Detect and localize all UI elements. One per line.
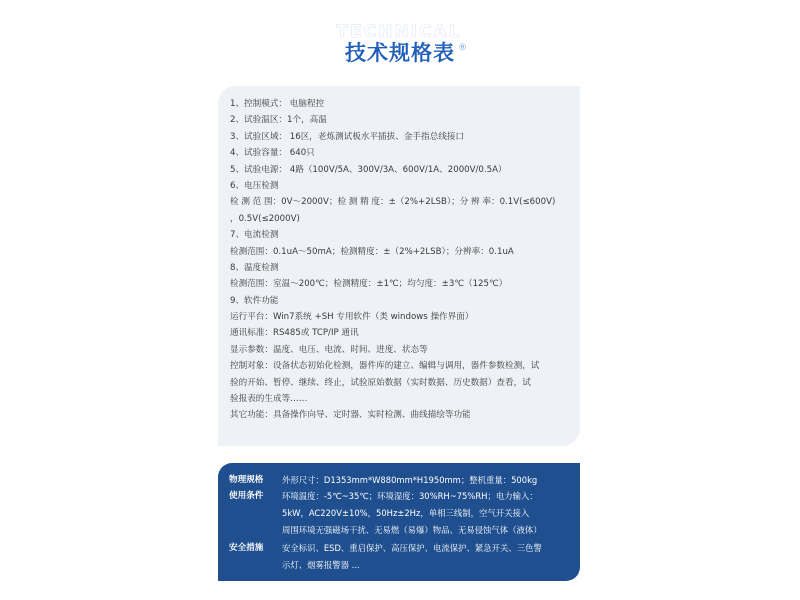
spec-line: 6、电压检测 xyxy=(230,180,279,191)
physical-label: 物理规格 xyxy=(229,475,264,485)
conditions-line: 5kW，AC220V±10%，50Hz±2Hz，单相三线制，空气开关接入 xyxy=(282,508,530,518)
spec-line: 运行平台：Win7系统 +SH 专用软件（类 windows 操作界面） xyxy=(230,312,474,323)
registered-mark: ® xyxy=(458,43,467,53)
conditions-line: 环境温度：-5℃~35℃；环境湿度：30%RH~75%RH；电力输入： xyxy=(282,491,538,501)
page-title: 技术规格表 xyxy=(345,41,455,65)
spec-line: 3、试验区域： 16区，老炼测试板水平插拔、金手指总线接口 xyxy=(230,131,464,142)
spec-line: 7、电流检测 xyxy=(230,230,279,241)
spec-line: 显示参数：温度、电压、电流、时间、进度、状态等 xyxy=(230,344,428,355)
physical-line: 外形尺寸：D1353mm*W880mm*H1950mm；整机重量：500kg xyxy=(282,475,538,485)
spec-line: 验的开始、暂停、继续、终止，试验原始数据（实时数据、历史数据）查看，试 xyxy=(230,377,531,388)
safety-line: 安全标识、ESD、重启保护、高压保护、电流保护、紧急开关、三色警 xyxy=(282,543,542,553)
safety-label: 安全措施 xyxy=(229,543,264,553)
spec-panel xyxy=(218,86,580,446)
spec-line: 其它功能：具备操作向导、定时器、实时检测、曲线描绘等功能 xyxy=(230,410,471,421)
spec-line: 4、试验容量： 640只 xyxy=(230,148,315,159)
spec-line: ，0.5V(≤2000V) xyxy=(230,213,300,224)
spec-line: 9、软件功能 xyxy=(230,295,279,306)
spec-line: 验报表的生成等…… xyxy=(230,394,308,405)
spec-line: 5、试验电源： 4路（100V/5A、300V/3A、600V/1A、2000V/0.5A） xyxy=(230,164,507,175)
conditions-label: 使用条件 xyxy=(229,491,264,501)
physical-specs-panel xyxy=(218,463,580,581)
spec-line: 通讯标准：RS485或 TCP/IP 通讯 xyxy=(230,328,359,339)
spec-line: 检测范围：室温～200℃；检测精度：±1℃；均匀度：±3℃（125℃） xyxy=(230,279,508,290)
safety-line: 示灯、烟雾报警器 ... xyxy=(282,560,360,570)
watermark-text: TECHNICAL xyxy=(336,22,462,42)
spec-line: 检测范围：0.1uA～50mA；检测精度：±（2%+2LSB）；分辨率：0.1uA xyxy=(230,246,514,257)
spec-line: 2、试验温区：1个，高温 xyxy=(230,115,327,126)
spec-line: 控制对象：设备状态初始化检测，器件库的建立、编辑与调用，器件参数检测，试 xyxy=(230,361,540,372)
spec-list xyxy=(230,96,575,424)
spec-line: 1、控制模式： 电脑程控 xyxy=(230,99,325,109)
conditions-line: 周围环境无强磁场干扰、无易燃（易爆）物品、无易侵蚀气体（液体） xyxy=(282,525,542,535)
spec-line: 8、温度检测 xyxy=(230,262,279,273)
spec-line: 检 测 范 围：0V～2000V；检 测 精 度：±（2%+2LSB）；分 辨 率：0.1V(≤600V) xyxy=(230,197,556,208)
